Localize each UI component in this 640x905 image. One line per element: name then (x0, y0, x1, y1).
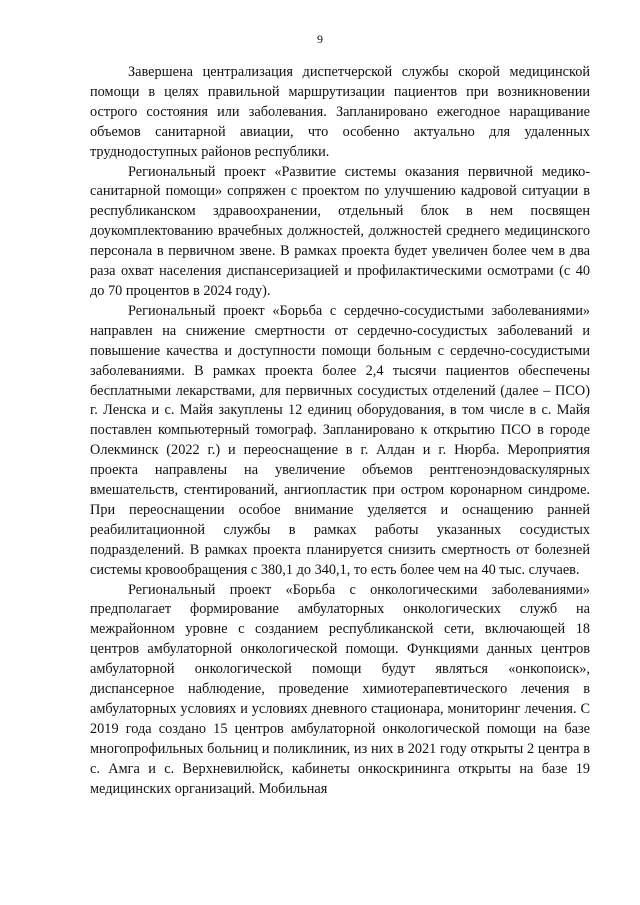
paragraph-primary-care-project: Региональный проект «Развитие системы оказания первичной медико-санитарной помощи» сопряжен с проектом по улучшению кадровой ситуации в республиканском здравоохранении, отдельный блок в нем посвящен доукомплектованию врачебных должностей, должностей среднего медицинского персонала в первичном звене. В рамках проекта будет увеличен более чем в два раза охват населения диспансеризацией и профилактическими осмотрами (с 40 до 70 процентов в 2024 году). (90, 163, 590, 299)
paragraph-oncology-project: Региональный проект «Борьба с онкологическими заболеваниями» предполагает формирование амбулаторных онкологических служб на межрайонном уровне с созданием республиканской сети, включающей 18 центров амбулаторной онкологической помощи. Функциями данных центров амбулаторной онкологической помощи будут являться «онкопоиск», диспансерное наблюдение, проведение химиотерапевтического лечения в амбулаторных условиях и условиях дневного стационара, мониторинг лечения. С 2019 года создано 15 центров амбулаторной онкологической помощи на базе многопрофильных больниц и поликлиник, из них в 2021 году открыты 2 центра в с. Амга и с. Верхневилюйск, кабинеты онкоскрининга открыты на базе 19 медицинских организаций. Мобильная (90, 581, 590, 797)
paragraph-cardiovascular-project: Региональный проект «Борьба с сердечно-сосудистыми заболеваниями» направлен на снижение смертности от сердечно-сосудистых заболеваний и повышение качества и доступности помощи больным с сердечно-сосудистыми заболеваниями. В рамках проекта более 2,4 тысячи пациентов обеспечены бесплатными лекарствами, для первичных сосудистых отделений (далее – ПСО) г. Ленска и с. Майя закуплены 12 единиц оборудования, в том числе в с. Майя поставлен компьютерный томограф. Запланировано к открытию ПСО в городе Олекминск (2022 г.) и переоснащение в г. Алдан и г. Нюрба. Мероприятия проекта направлены на увеличение объемов рентгеноэндоваскулярных вмешательств, стентирований, ангиопластик при остром коронарном синдроме. При переоснащении особое внимание уделяется и оснащению ранней реабилитационной службы в рамках работы указанных сосудистых подразделений. В рамках проекта планируется снизить смертность от болезней системы кровообращения с 380,1 до 340,1, то есть более чем на 40 тыс. случаев. (90, 302, 590, 578)
body-text (90, 63, 590, 800)
paragraph-dispatch-service: Завершена централизация диспетчерской службы скорой медицинской помощи в целях правильной маршрутизации пациентов при возникновении острого состояния или заболевания. Запланировано ежегодное наращивание объемов санитарной авиации, что особенно актуально для удаленных труднодоступных районов республики. (90, 64, 590, 160)
page-number: 9 (317, 32, 323, 46)
